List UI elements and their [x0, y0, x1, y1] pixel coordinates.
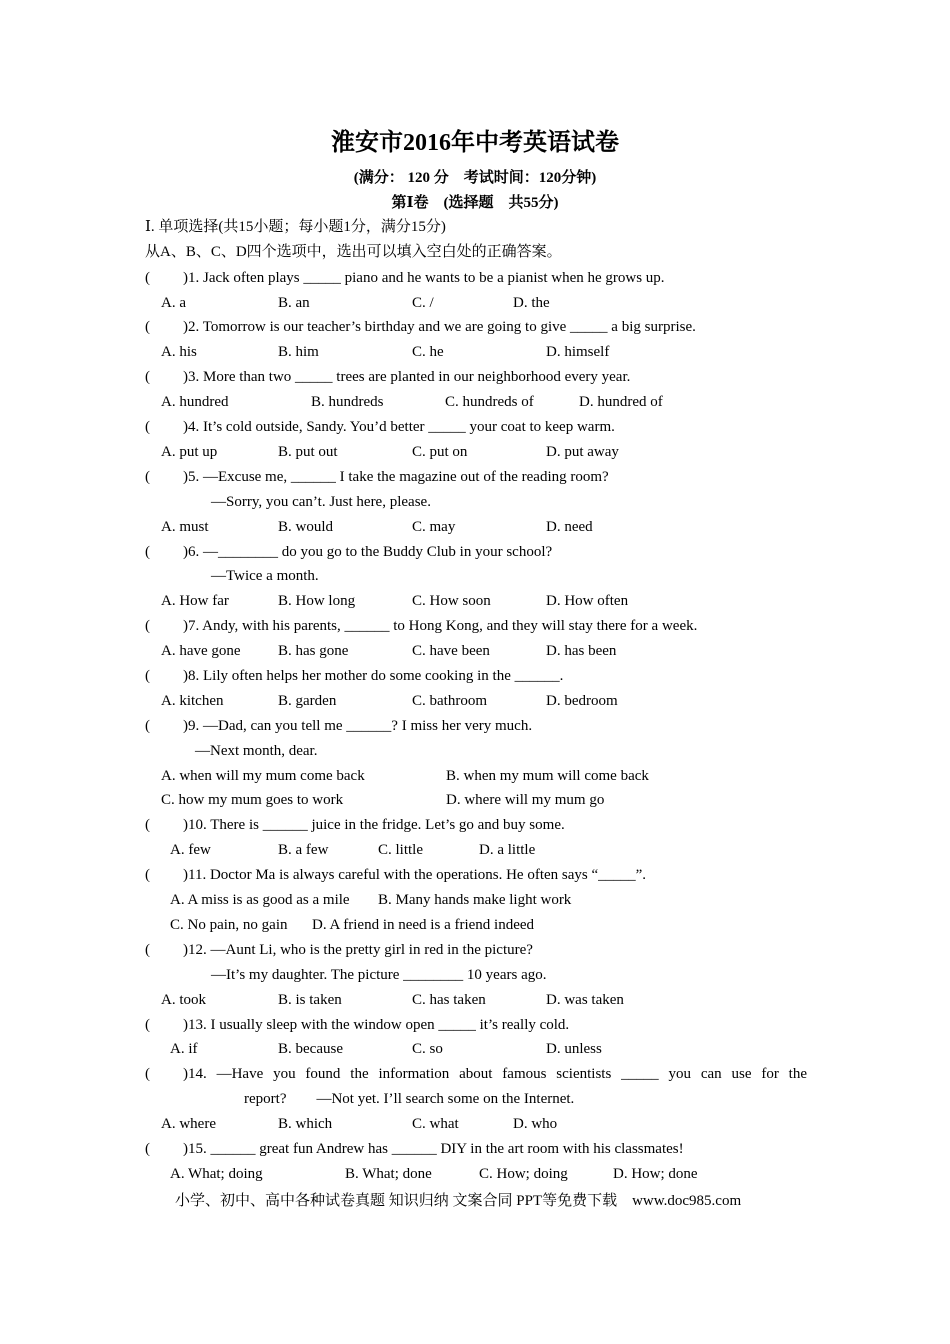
q11-option-c: C. No pain, no gain	[170, 917, 288, 933]
question-12-reply: —It’s my daughter. The picture ________ 10 years ago.	[211, 967, 547, 983]
q13-option-a: A. if	[170, 1041, 198, 1057]
q15-option-d: D. How; done	[613, 1166, 698, 1182]
question-5-reply: —Sorry, you can’t. Just here, please.	[211, 494, 431, 510]
question-2-stem: ( )2. Tomorrow is our teacher’s birthday and we are going to give _____ a big surprise.	[145, 319, 696, 335]
q6-option-a: A. How far	[161, 593, 229, 609]
q14-option-b: B. which	[278, 1116, 333, 1132]
q9-option-d: D. where will my mum go	[446, 792, 605, 808]
q12-option-b: B. is taken	[278, 992, 342, 1008]
q14-option-d: D. who	[513, 1116, 558, 1132]
q5-option-c: C. may	[412, 519, 456, 535]
q4-option-a: A. put up	[161, 444, 218, 460]
q3-option-b: B. hundreds	[311, 394, 384, 410]
q8-option-c: C. bathroom	[412, 693, 487, 709]
question-14-stem: ( )14. —Have you found the information about famous scientists _____ you can use for the	[145, 1066, 807, 1082]
question-1-stem: ( )1. Jack often plays _____ piano and he wants to be a pianist when he grows up.	[145, 270, 665, 286]
q12-option-d: D. was taken	[546, 992, 624, 1008]
q15-option-c: C. How; doing	[479, 1166, 568, 1182]
question-11-stem: ( )11. Doctor Ma is always careful with the operations. He often says “_____”.	[145, 867, 647, 883]
question-10-stem: ( )10. There is ______ juice in the fridge. Let’s go and buy some.	[145, 817, 565, 833]
q4-option-c: C. put on	[412, 444, 468, 460]
question-12-stem: ( )12. —Aunt Li, who is the pretty girl in red in the picture?	[145, 942, 533, 958]
q2-option-a: A. his	[161, 344, 197, 360]
question-6-stem: ( )6. —________ do you go to the Buddy Club in your school?	[145, 544, 553, 560]
q1-option-a: A. a	[161, 295, 186, 311]
q1-option-b: B. an	[278, 295, 310, 311]
q8-option-b: B. garden	[278, 693, 337, 709]
question-9-reply: —Next month, dear.	[195, 743, 318, 759]
q1-option-c: C. /	[412, 295, 434, 311]
q10-option-d: D. a little	[479, 842, 536, 858]
q3-option-a: A. hundred	[161, 394, 229, 410]
question-3-stem: ( )3. More than two _____ trees are planted in our neighborhood every year.	[145, 369, 631, 385]
q13-option-c: C. so	[412, 1041, 443, 1057]
part-heading: 第Ⅰ卷 (选择题 共55分)	[391, 195, 559, 211]
question-14-reply: report? —Not yet. I’ll search some on the Internet.	[244, 1091, 575, 1107]
q2-option-b: B. him	[278, 344, 319, 360]
q5-option-a: A. must	[161, 519, 209, 535]
section-heading: Ⅰ. 单项选择(共15小题；每小题1分，满分15分)	[145, 219, 446, 235]
q15-option-b: B. What; done	[345, 1166, 432, 1182]
q13-option-d: D. unless	[546, 1041, 602, 1057]
question-6-reply: —Twice a month.	[211, 568, 319, 584]
q11-option-d: D. A friend in need is a friend indeed	[312, 917, 535, 933]
question-15-stem: ( )15. ______ great fun Andrew has ______ DIY in the art room with his classmates!	[145, 1141, 684, 1157]
q4-option-d: D. put away	[546, 444, 619, 460]
q13-option-b: B. because	[278, 1041, 343, 1057]
question-8-stem: ( )8. Lily often helps her mother do some cooking in the ______.	[145, 668, 564, 684]
q8-option-d: D. bedroom	[546, 693, 618, 709]
q10-option-a: A. few	[170, 842, 211, 858]
question-13-stem: ( )13. I usually sleep with the window open _____ it’s really cold.	[145, 1017, 570, 1033]
q11-option-b: B. Many hands make light work	[378, 892, 572, 908]
page-footer: 小学、初中、高中各种试卷真题 知识归纳 文案合同 PPT等免费下载 www.doc985.com	[175, 1193, 742, 1209]
q12-option-c: C. has taken	[412, 992, 486, 1008]
q2-option-c: C. he	[412, 344, 444, 360]
q5-option-b: B. would	[278, 519, 334, 535]
q8-option-a: A. kitchen	[161, 693, 224, 709]
q7-option-d: D. has been	[546, 643, 617, 659]
q5-option-d: D. need	[546, 519, 593, 535]
q7-option-c: C. have been	[412, 643, 490, 659]
exam-info: (满分： 120 分 考试时间：120分钟)	[353, 170, 597, 186]
q15-option-a: A. What; doing	[170, 1166, 263, 1182]
q3-option-c: C. hundreds of	[445, 394, 534, 410]
q6-option-b: B. How long	[278, 593, 356, 609]
q7-option-b: B. has gone	[278, 643, 349, 659]
question-4-stem: ( )4. It’s cold outside, Sandy. You’d better _____ your coat to keep warm.	[145, 419, 615, 435]
section-instruction: 从A、B、C、D四个选项中，选出可以填入空白处的正确答案。	[145, 244, 562, 260]
q3-option-d: D. hundred of	[579, 394, 663, 410]
q6-option-c: C. How soon	[412, 593, 491, 609]
q1-option-d: D. the	[513, 295, 550, 311]
q14-option-a: A. where	[161, 1116, 216, 1132]
q4-option-b: B. put out	[278, 444, 338, 460]
q10-option-b: B. a few	[278, 842, 329, 858]
q10-option-c: C. little	[378, 842, 423, 858]
question-5-stem: ( )5. —Excuse me, ______ I take the magazine out of the reading room?	[145, 469, 609, 485]
q7-option-a: A. have gone	[161, 643, 241, 659]
q9-option-b: B. when my mum will come back	[446, 768, 649, 784]
question-9-stem: ( )9. —Dad, can you tell me ______? I miss her very much.	[145, 718, 533, 734]
page-title: 淮安市2016年中考英语试卷	[331, 130, 619, 156]
q2-option-d: D. himself	[546, 344, 610, 360]
q12-option-a: A. took	[161, 992, 206, 1008]
q11-option-a: A. A miss is as good as a mile	[170, 892, 350, 908]
q9-option-a: A. when will my mum come back	[161, 768, 365, 784]
q6-option-d: D. How often	[546, 593, 629, 609]
question-7-stem: ( )7. Andy, with his parents, ______ to Hong Kong, and they will stay there for a week.	[145, 618, 698, 634]
q9-option-c: C. how my mum goes to work	[161, 792, 344, 808]
q14-option-c: C. what	[412, 1116, 459, 1132]
